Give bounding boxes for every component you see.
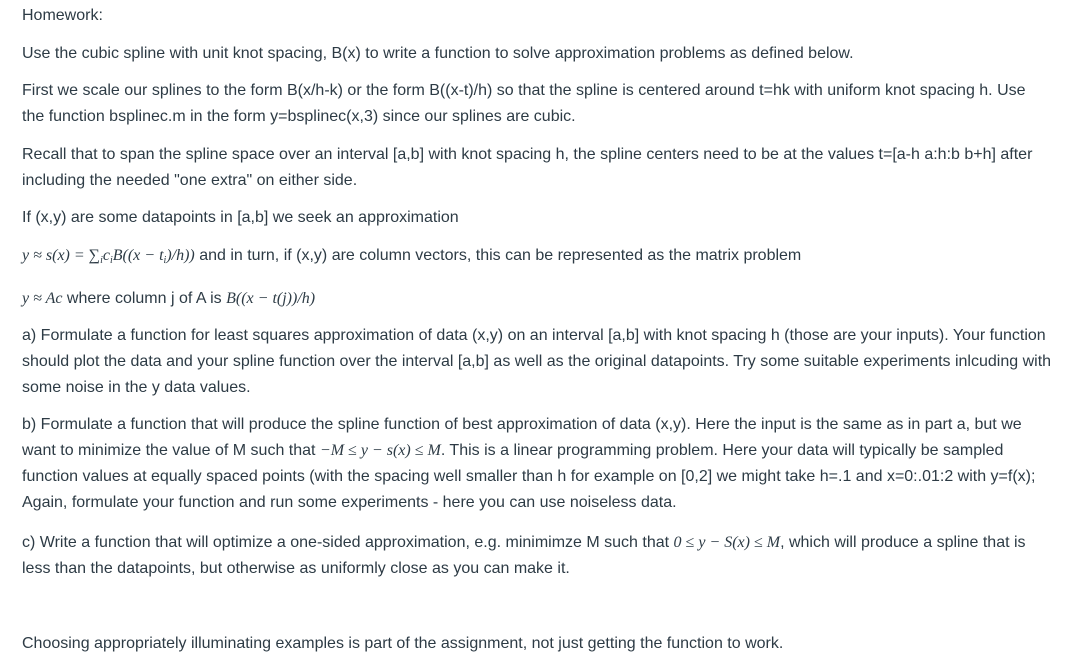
approximation-intro: If (x,y) are some datapoints in [a,b] we seek an approximation xyxy=(22,209,459,226)
part-b-text-1: b) Formulate a function that will produce the spline function of best approximation of data (x,y). Here the input is the same as in part a, but we want to minimize the value of M such that xyxy=(22,416,1022,459)
column-equation: B((x − t(j))/h) xyxy=(226,290,316,307)
knot-index: i xyxy=(163,255,167,266)
part-b-inequality: −M ≤ y − s(x) ≤ M xyxy=(319,442,441,459)
intro-paragraph: Use the cubic spline with unit knot spacing, B(x) to write a function to solve approximation problems as defined below. xyxy=(22,45,854,62)
equation-lhs: y ≈ s(x) = xyxy=(22,247,89,264)
part-c-text-2: , which will produce a spline that is less than the datapoints, but otherwise as uniformly close as you can make it. xyxy=(22,534,1026,577)
basis-term: B((x − t xyxy=(112,247,164,264)
matrix-problem-text: and in turn, if (x,y) are column vectors, this can be represented as the matrix problem xyxy=(194,247,802,264)
part-c-paragraph xyxy=(22,530,1052,582)
part-c-text-1: c) Write a function that will optimize a one-sided approximation, e.g. minimimze M such that xyxy=(22,534,674,551)
scaling-paragraph: First we scale our splines to the form B(x/h-k) or the form B((x-t)/h) so that the spline is centered around t=hk with uniform knot spacing h. Use the function bsplinec.m in the form y=bsplinec(x,3) since our splines are cubic. xyxy=(22,82,1026,125)
coefficient: c xyxy=(102,247,110,264)
part-b-text-2: . This is a linear programming problem. Here your data will typically be sampled function values at equally spaced points (with the spacing well smaller than h for example on [0,2] we might take h=.1 and x=0:.01:2 with y=f(x); Again, formulate your function and run some experiments - here you can use noiseless data. xyxy=(22,442,1036,511)
column-description: where column j of A is xyxy=(62,290,227,307)
spline-equation-line xyxy=(22,243,801,269)
coefficient-index: i xyxy=(109,255,113,266)
closing-paragraph: Choosing appropriately illuminating examples is part of the assignment, not just getting the function to work. xyxy=(22,635,784,652)
matrix-equation-line xyxy=(22,286,315,312)
homework-title: Homework: xyxy=(22,7,103,24)
part-c-inequality: 0 ≤ y − S(x) ≤ M xyxy=(673,534,781,551)
basis-term-end: )/h)) xyxy=(166,247,195,264)
matrix-equation: y ≈ Ac xyxy=(22,290,63,307)
sum-index: i xyxy=(100,255,103,266)
part-b-paragraph xyxy=(22,412,1052,516)
sum-symbol: ∑ xyxy=(88,247,101,264)
spline-equation xyxy=(22,247,195,264)
recall-paragraph: Recall that to span the spline space over an interval [a,b] with knot spacing h, the spline centers need to be at the values t=[a-h a:h:b b+h] after including the needed "one extra" on either side. xyxy=(22,146,1033,189)
part-a-paragraph: a) Formulate a function for least squares approximation of data (x,y) on an interval [a,b] with knot spacing h (those are your inputs). Your function should plot the data and your spline function over the interval [a,b] as well as the original datapoints. Try some suitable experiments inlcuding with some noise in the y data values. xyxy=(22,327,1052,396)
